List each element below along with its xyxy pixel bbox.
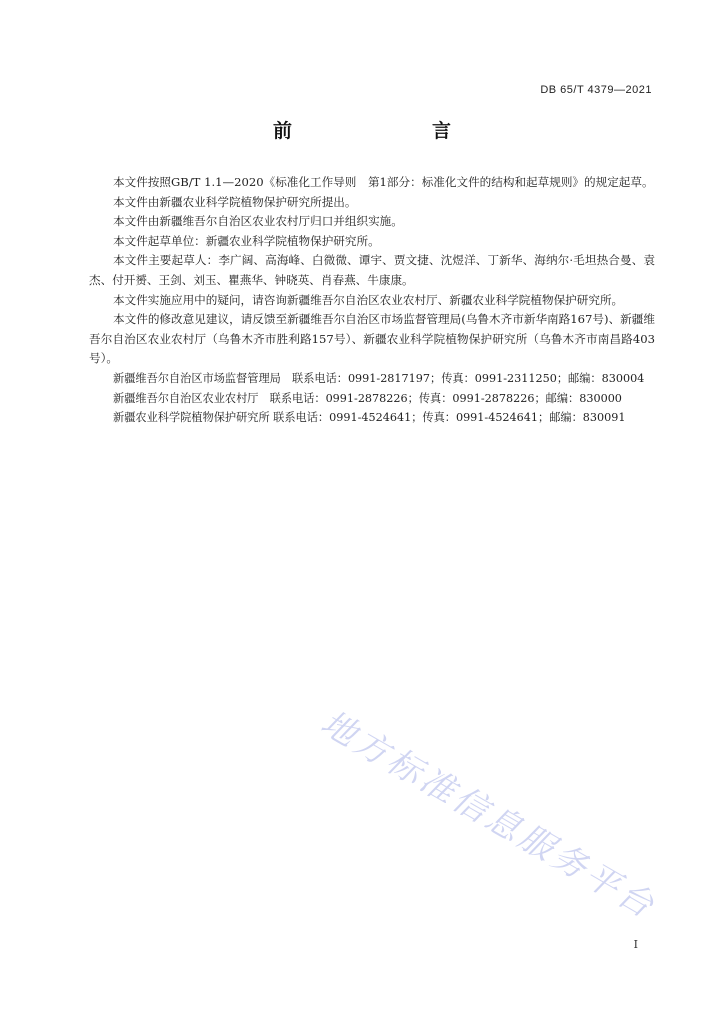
paragraph-drafting-unit: 本文件起草单位：新疆农业科学院植物保护研究所。 bbox=[113, 233, 380, 248]
paragraph-inquiries: 本文件实施应用中的疑问，请咨询新疆维吾尔自治区农业农村厅、新疆农业科学院植物保护研究所。 bbox=[113, 292, 624, 307]
watermark: 地方标准信息服务平台 bbox=[314, 702, 664, 928]
paragraph-proposer: 本文件由新疆农业科学院植物保护研究所提出。 bbox=[113, 194, 357, 209]
paragraph-drafters: 本文件主要起草人：李广阔、高海峰、白微微、谭宇、贾文捷、沈煜洋、丁新华、海纳尔·毛坦热合曼、袁杰、付开赟、王剑、刘玉、瞿燕华、钟晓英、肖春燕、牛康康。 bbox=[89, 253, 655, 287]
page-number: I bbox=[633, 938, 638, 951]
contact-plant-protection-institute: 新疆农业科学院植物保护研究所 联系电话：0991-4524641；传真：0991-4524641；邮编：830091 bbox=[113, 411, 626, 425]
paragraph-administrator: 本文件由新疆维吾尔自治区农业农村厅归口并组织实施。 bbox=[113, 214, 403, 229]
document-body bbox=[89, 173, 655, 428]
paragraph-drafting-rules: 本文件按照GB/T 1.1—2020《标准化工作导则 第1部分：标准化文件的结构和起草规则》的规定起草。 bbox=[113, 175, 654, 189]
contact-market-regulation: 新疆维吾尔自治区市场监督管理局 联系电话：0991-2817197；传真：0991-2311250；邮编：830004 bbox=[113, 371, 645, 385]
standard-code: DB 65/T 4379—2021 bbox=[540, 84, 652, 96]
contact-agriculture-dept: 新疆维吾尔自治区农业农村厅 联系电话：0991-2878226；传真：0991-2878226；邮编：830000 bbox=[113, 391, 622, 405]
paragraph-feedback: 本文件的修改意见建议，请反馈至新疆维吾尔自治区市场监督管理局(乌鲁木齐市新华南路167号)、新疆维吾尔自治区农业农村厅（乌鲁木齐市胜利路157号）、新疆农业科学院植物保护研究所（乌鲁木齐市南昌路403号）。 bbox=[89, 312, 655, 366]
page-title: 前 言 bbox=[272, 120, 485, 142]
